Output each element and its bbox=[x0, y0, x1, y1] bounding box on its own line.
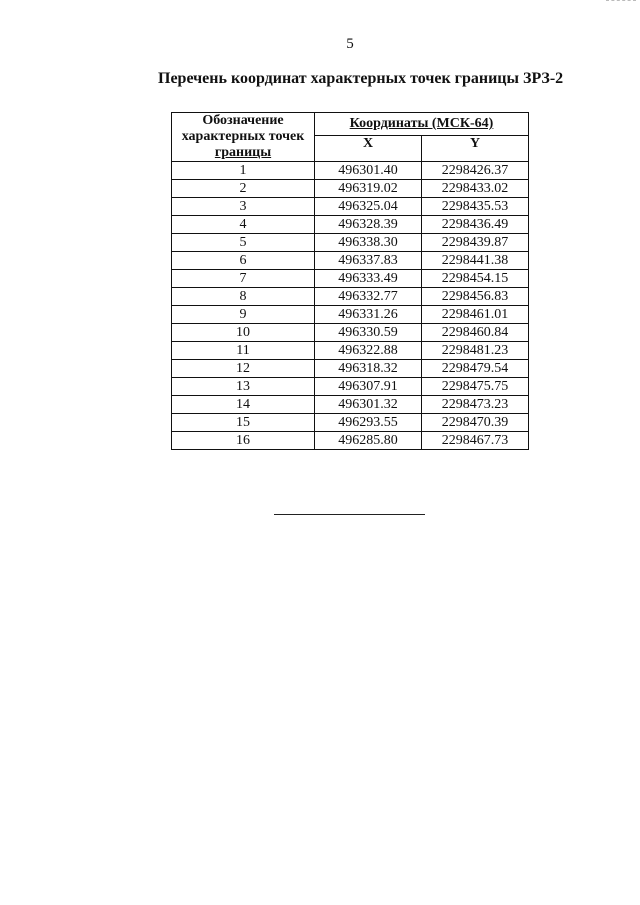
x-coordinate-cell: 496328.39 bbox=[315, 216, 422, 234]
x-coordinate-cell: 496307.91 bbox=[315, 378, 422, 396]
x-column-header: X bbox=[315, 136, 422, 162]
point-cell: 14 bbox=[172, 396, 315, 414]
page-number: 5 bbox=[346, 36, 354, 52]
table-row bbox=[172, 162, 529, 180]
point-cell: 13 bbox=[172, 378, 315, 396]
table-row bbox=[172, 180, 529, 198]
table-row bbox=[172, 252, 529, 270]
x-coordinate-cell: 496318.32 bbox=[315, 360, 422, 378]
point-cell: 8 bbox=[172, 288, 315, 306]
x-coordinate-cell: 496331.26 bbox=[315, 306, 422, 324]
y-coordinate-cell: 2298433.02 bbox=[422, 180, 529, 198]
table-row bbox=[172, 288, 529, 306]
point-cell: 4 bbox=[172, 216, 315, 234]
point-cell: 10 bbox=[172, 324, 315, 342]
x-coordinate-cell: 496293.55 bbox=[315, 414, 422, 432]
x-coordinate-cell: 496332.77 bbox=[315, 288, 422, 306]
x-coordinate-cell: 496337.83 bbox=[315, 252, 422, 270]
table-row bbox=[172, 324, 529, 342]
x-coordinate-cell: 496301.32 bbox=[315, 396, 422, 414]
table-row bbox=[172, 414, 529, 432]
y-coordinate-cell: 2298475.75 bbox=[422, 378, 529, 396]
coordinates-group-header: Координаты (МСК-64) bbox=[315, 113, 529, 136]
table-row bbox=[172, 342, 529, 360]
table-row bbox=[172, 270, 529, 288]
x-coordinate-cell: 496322.88 bbox=[315, 342, 422, 360]
y-coordinate-cell: 2298436.49 bbox=[422, 216, 529, 234]
y-coordinate-cell: 2298441.38 bbox=[422, 252, 529, 270]
y-coordinate-cell: 2298435.53 bbox=[422, 198, 529, 216]
designation-header-line: границы bbox=[214, 145, 272, 160]
point-cell: 9 bbox=[172, 306, 315, 324]
y-column-header: Y bbox=[422, 136, 529, 162]
designation-header-line: характерных точек bbox=[181, 129, 305, 144]
x-coordinate-cell: 496285.80 bbox=[315, 432, 422, 450]
point-cell: 7 bbox=[172, 270, 315, 288]
y-coordinate-cell: 2298454.15 bbox=[422, 270, 529, 288]
x-coordinate-cell: 496333.49 bbox=[315, 270, 422, 288]
scan-artifact-line bbox=[606, 0, 636, 1]
point-cell: 16 bbox=[172, 432, 315, 450]
page-title: Перечень координат характерных точек границы ЗРЗ-2 bbox=[158, 70, 564, 87]
table-row bbox=[172, 378, 529, 396]
y-coordinate-cell: 2298467.73 bbox=[422, 432, 529, 450]
table-header bbox=[172, 113, 529, 162]
y-coordinate-cell: 2298479.54 bbox=[422, 360, 529, 378]
point-cell: 2 bbox=[172, 180, 315, 198]
x-coordinate-cell: 496301.40 bbox=[315, 162, 422, 180]
y-coordinate-cell: 2298460.84 bbox=[422, 324, 529, 342]
table-row bbox=[172, 306, 529, 324]
table-row bbox=[172, 360, 529, 378]
signature-line bbox=[274, 514, 425, 515]
table-row bbox=[172, 216, 529, 234]
x-coordinate-cell: 496338.30 bbox=[315, 234, 422, 252]
table-body bbox=[172, 162, 529, 450]
designation-header-line: Обозначение bbox=[202, 113, 284, 128]
point-cell: 15 bbox=[172, 414, 315, 432]
table-row bbox=[172, 396, 529, 414]
coordinates-table bbox=[171, 112, 529, 450]
y-coordinate-cell: 2298470.39 bbox=[422, 414, 529, 432]
y-coordinate-cell: 2298439.87 bbox=[422, 234, 529, 252]
point-cell: 12 bbox=[172, 360, 315, 378]
point-cell: 6 bbox=[172, 252, 315, 270]
designation-header bbox=[172, 113, 315, 162]
y-coordinate-cell: 2298426.37 bbox=[422, 162, 529, 180]
x-coordinate-cell: 496319.02 bbox=[315, 180, 422, 198]
table-row bbox=[172, 198, 529, 216]
x-coordinate-cell: 496330.59 bbox=[315, 324, 422, 342]
y-coordinate-cell: 2298456.83 bbox=[422, 288, 529, 306]
y-coordinate-cell: 2298473.23 bbox=[422, 396, 529, 414]
x-coordinate-cell: 496325.04 bbox=[315, 198, 422, 216]
point-cell: 5 bbox=[172, 234, 315, 252]
point-cell: 1 bbox=[172, 162, 315, 180]
y-coordinate-cell: 2298481.23 bbox=[422, 342, 529, 360]
y-coordinate-cell: 2298461.01 bbox=[422, 306, 529, 324]
table-row bbox=[172, 234, 529, 252]
table-row bbox=[172, 432, 529, 450]
point-cell: 11 bbox=[172, 342, 315, 360]
point-cell: 3 bbox=[172, 198, 315, 216]
